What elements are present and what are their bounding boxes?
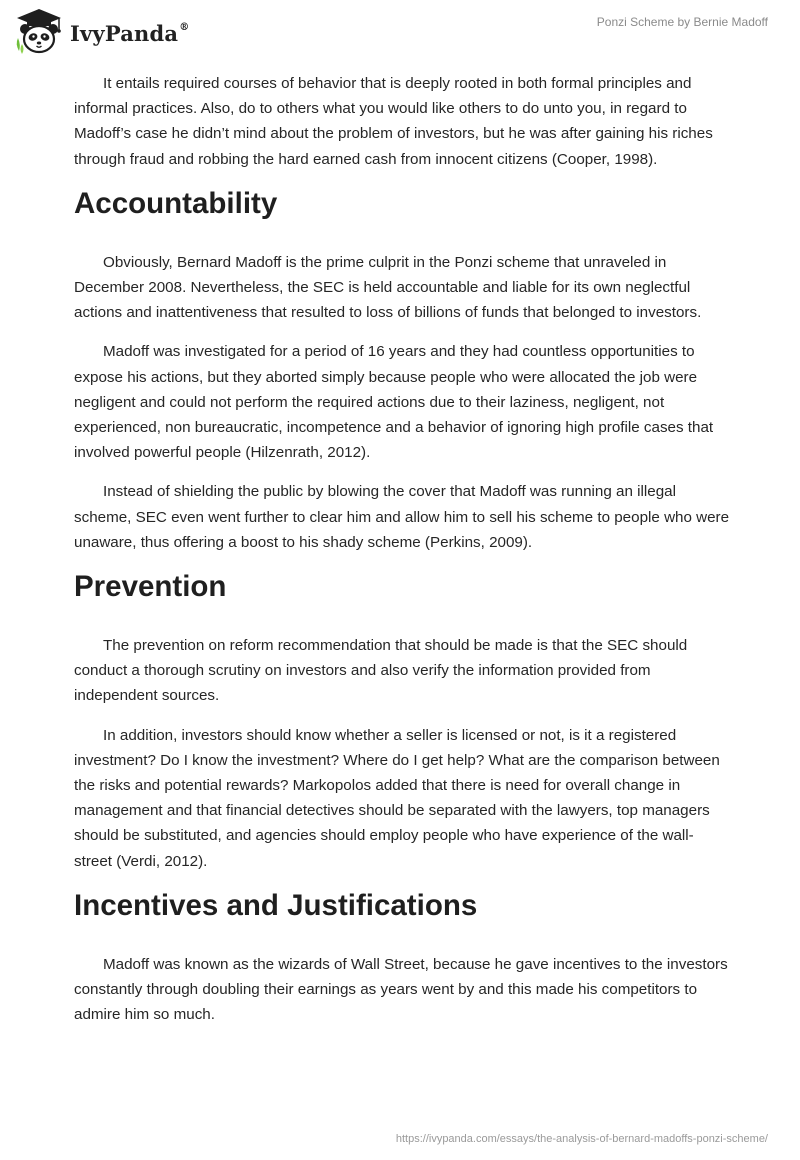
section-incentives <box>74 888 734 1028</box>
logo-wordmark: IvyPanda® <box>70 20 190 46</box>
paragraph: Madoff was known as the wizards of Wall Street, because he gave incentives to the investors constantly through doubling their earnings as years went by and this made his competitors to admire him so much. <box>74 955 728 1024</box>
page-header <box>0 0 800 60</box>
paragraph: Madoff was investigated for a period of 16 years and they had countless opportunities to expose his actions, but they aborted simply because people who were allocated the job were negligent and could not perform the required actions due to their laziness, negligent, not experienced, non bureaucratic, incompetence and a behavior of ignoring high profile cases that involved powerful people (Hilzenrath, 2012). <box>74 343 714 462</box>
panda-graduation-icon <box>14 8 64 54</box>
document-title: Ponzi Scheme by Bernie Madoff <box>596 15 768 29</box>
paragraph: Obviously, Bernard Madoff is the prime culprit in the Ponzi scheme that unraveled in December 2008. Nevertheless, the SEC is held accountable and liable for its own neglectful actions and inattentiveness that resulted to loss of billions of funds that belonged to investors. <box>74 253 702 322</box>
section-accountability <box>74 186 734 555</box>
section-heading: Prevention <box>74 570 227 604</box>
registered-mark: ® <box>179 21 190 33</box>
section-heading: Incentives and Justifications <box>74 888 478 922</box>
paragraph: The prevention on reform recommendation that should be made is that the SEC should conduct a thorough scrutiny on investors and also verify the information provided from independent sources. <box>74 637 688 705</box>
source-url-link[interactable]: https://ivypanda.com/essays/the-analysis-of-bernard-madoffs-ponzi-scheme/ <box>395 1133 768 1145</box>
intro-paragraph: It entails required courses of behavior that is deeply rooted in both formal principles and informal practices. Also, do to others what you would like others to do unto you, in regard to Madoff’s case he didn’t mind about the problem of investors, but he was after gaining his riches through fraud and robbing the hard earned cash from innocent citizens (Cooper, 1998). <box>74 75 713 168</box>
section-prevention <box>74 569 734 874</box>
paragraph: Instead of shielding the public by blowing the cover that Madoff was running an illegal scheme, SEC even went further to clear him and allow him to sell his scheme to people who were unaware, thus offering a boost to his shady scheme (Perkins, 2009). <box>74 483 730 551</box>
paragraph: In addition, investors should know whether a seller is licensed or not, is it a registered investment? Do I know the investment? Where do I get help? What are the comparison between the risks and potential rewards? Markopolos added that there is need for overall change in management and that financial detectives should be separated with the lawyers, top managers should be substituted, and agencies should employ people who have experience of the wall- street (Verdi, 2012). <box>74 726 720 870</box>
ivypanda-logo[interactable] <box>14 8 189 54</box>
essay-content <box>74 71 734 1041</box>
section-heading: Accountability <box>74 186 278 220</box>
